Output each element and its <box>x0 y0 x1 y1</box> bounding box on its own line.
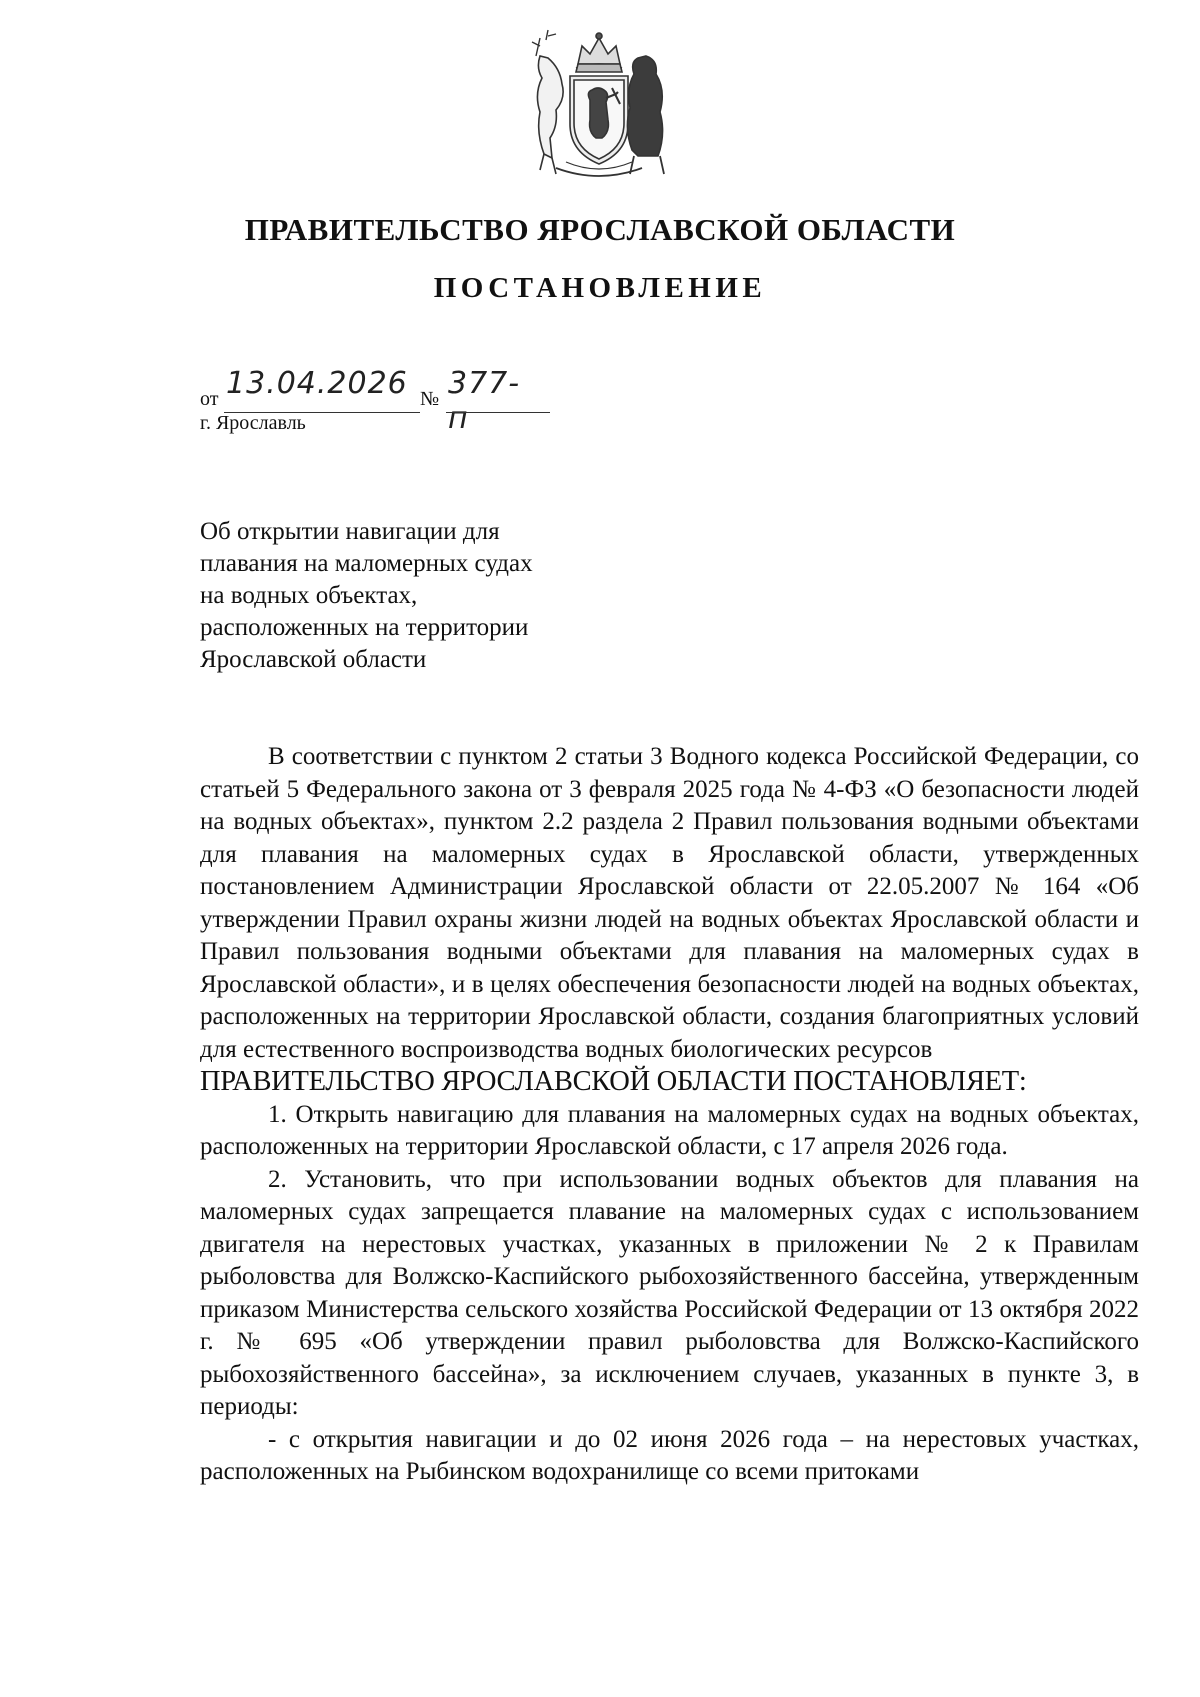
item-1-paragraph: 1. Открыть навигацию для плавания на маломерных судах на водных объектах, расположенных на территории Ярославской области, с 17 апреля 2026 года. <box>200 1100 1139 1160</box>
subject-line: Об открытии навигации для <box>200 518 500 545</box>
document-type: ПОСТАНОВЛЕНИЕ <box>433 272 767 304</box>
item-2-subitem-paragraph: - с открытия навигации и до 02 июня 2026 года – на нерестовых участках, расположенных на Рыбинском водохранилище со всеми притоками <box>200 1425 1139 1485</box>
item-2-paragraph: 2. Установить, что при использовании водных объектов для плавания на маломерных судах запрещается плавание на маломерных судах с использованием двигателя на нерестовых участках, указанных в приложении № 2 к Правилам рыболовства для Волжско-Каспийского рыбохозяйственного бассейна, утвержденным приказом Министерства сельского хозяйства Российской Федерации от 13 октября 2022 г. № 695 «Об утверждении правил рыболовства для Волжско-Каспийского рыбохозяйственного бассейна», за исключением случаев, указанных в пункте 3, в периоды: <box>200 1165 1139 1420</box>
subject-line: Ярославской области <box>200 646 427 673</box>
subject-line: на водных объектах, <box>200 582 418 609</box>
document-subject <box>200 516 620 676</box>
yaroslavl-coat-of-arms-icon <box>526 28 672 182</box>
date-label: от <box>200 388 219 410</box>
date-value: 13.04.2026 <box>226 366 408 401</box>
decree-statement: ПРАВИТЕЛЬСТВО ЯРОСЛАВСКОЙ ОБЛАСТИ ПОСТАНОВЛЯЕТ: <box>200 1066 1027 1097</box>
number-underline <box>446 412 550 413</box>
preamble-paragraph: В соответствии с пунктом 2 статьи 3 Водного кодекса Российской Федерации, со статьей 5 Федерального закона от 3 февраля 2025 года № 4-ФЗ «О безопасности людей на водных объектах», пунктом 2.2 раздела 2 Правил пользования водными объектами для плавания на маломерных судах в Ярославской области, утвержденных постановлением Администрации Ярославской области от 22.05.2007 № 164 «Об утверждении Правил охраны жизни людей на водных объектах Ярославской области и Правил пользования водными объектами для плавания на маломерных судах в Ярославской области», и в целях обеспечения безопасности людей на водных объектах, расположенных на территории Ярославской области, создания благоприятных условий для естественного воспроизводства водных биологических ресурсов <box>200 743 1139 1063</box>
number-value: 377-п <box>448 366 521 436</box>
government-title: ПРАВИТЕЛЬСТВО ЯРОСЛАВСКОЙ ОБЛАСТИ <box>244 212 956 247</box>
city: г. Ярославль <box>200 412 306 434</box>
number-label: № <box>420 388 440 410</box>
document-body <box>200 741 1139 1489</box>
subject-line: расположенных на территории <box>200 614 529 641</box>
subject-line: плавания на маломерных судах <box>200 550 533 577</box>
